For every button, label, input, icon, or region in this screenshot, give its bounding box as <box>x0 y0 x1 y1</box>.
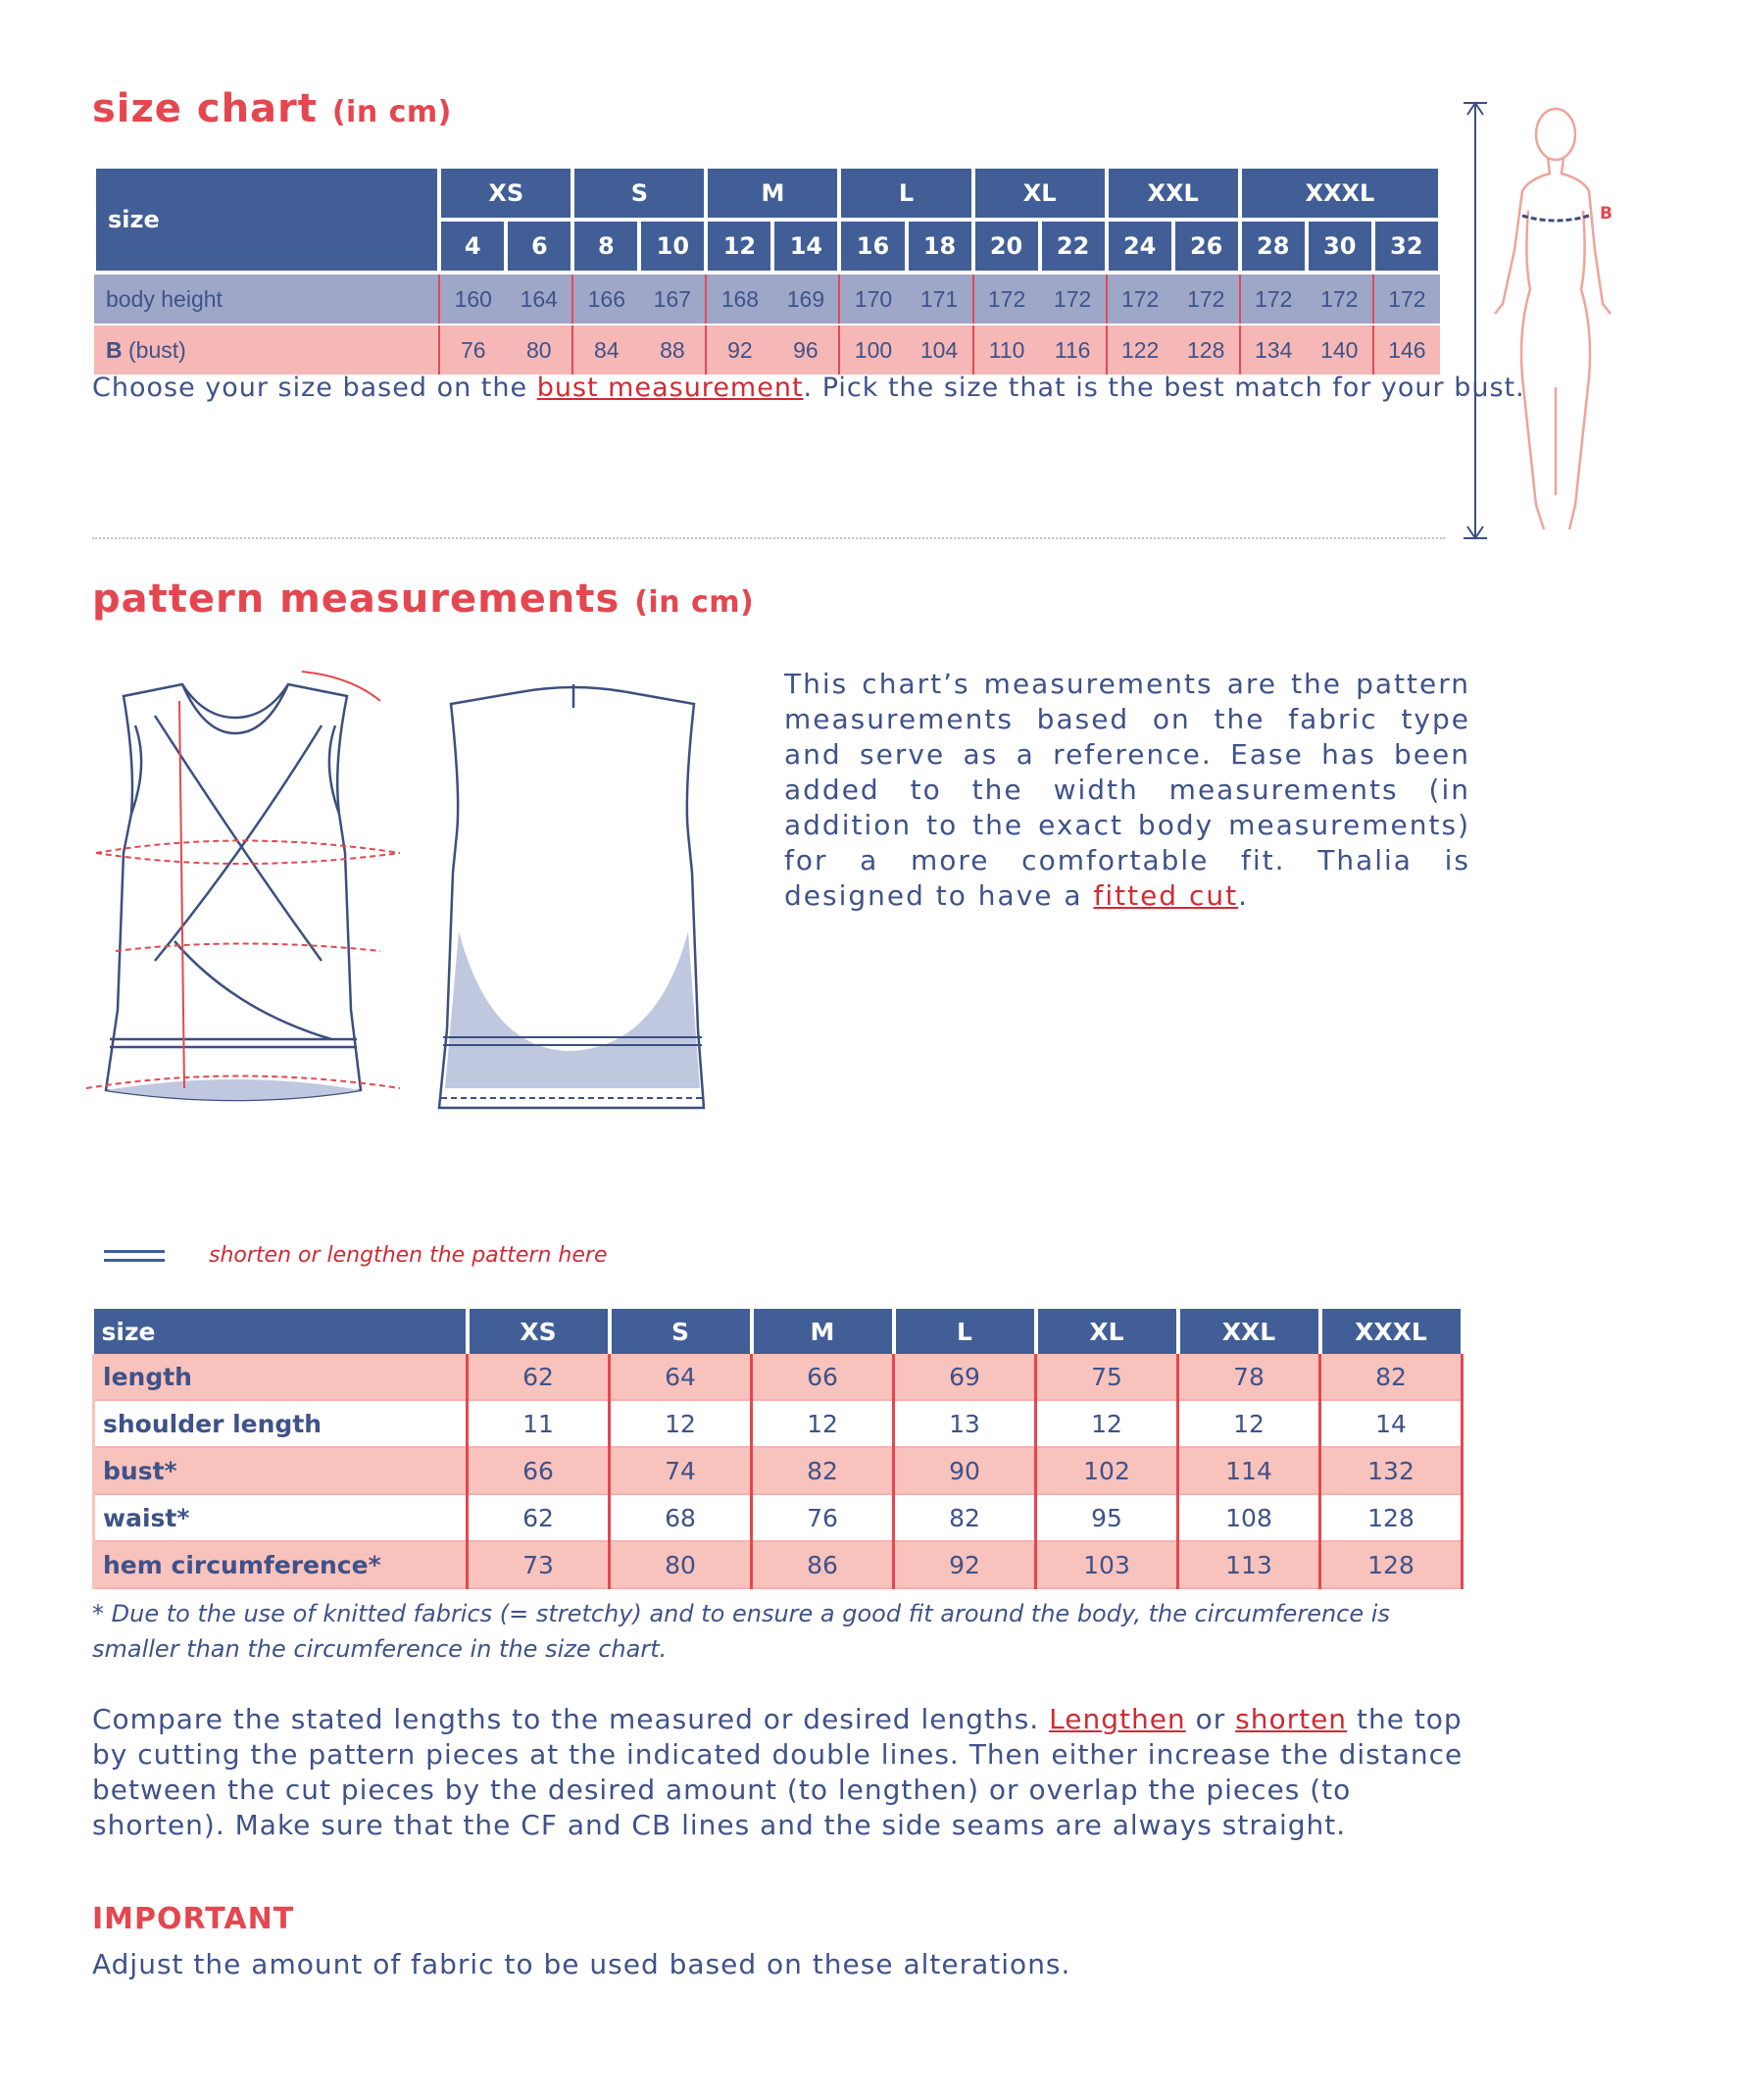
row-value: 92 <box>894 1541 1036 1588</box>
row-value: 76 <box>752 1494 894 1541</box>
woman-silhouette-icon <box>1495 109 1611 529</box>
bust-value: 128 <box>1173 325 1240 375</box>
row-value: 86 <box>752 1541 894 1588</box>
body-height-value: 172 <box>1373 273 1440 325</box>
row-value: 128 <box>1320 1541 1463 1588</box>
body-height-value: 171 <box>907 273 973 325</box>
row-value: 14 <box>1320 1400 1463 1447</box>
pattern-header-cell: XXXL <box>1320 1309 1463 1354</box>
bust-value: 134 <box>1240 325 1307 375</box>
body-height-value: 172 <box>1307 273 1373 325</box>
row-value: 113 <box>1178 1541 1320 1588</box>
size-chart-unit: (in cm) <box>331 95 452 129</box>
size-number: 6 <box>506 220 572 273</box>
bust-label <box>94 325 439 375</box>
pattern-table-footnote: * Due to the use of knitted fabrics (= stretchy) and to ensure a good fit around the body, the circumference is smaller than the circumference in the size chart. <box>92 1600 1390 1663</box>
table-row <box>94 1447 1463 1494</box>
row-value: 12 <box>610 1400 752 1447</box>
alteration-instructions <box>92 1702 1464 1843</box>
table-row <box>94 1541 1463 1588</box>
alteration-text-2: or <box>1185 1703 1236 1735</box>
row-label: length <box>94 1354 468 1400</box>
size-number: 10 <box>639 220 706 273</box>
row-value: 11 <box>468 1400 610 1447</box>
row-label: bust* <box>94 1447 468 1494</box>
body-height-value: 172 <box>1173 273 1240 325</box>
size-number: 22 <box>1040 220 1107 273</box>
pattern-measurements-table <box>92 1309 1464 1589</box>
size-number: 24 <box>1107 220 1173 273</box>
row-value: 114 <box>1178 1447 1320 1494</box>
row-value: 74 <box>610 1447 752 1494</box>
size-chart-title <box>92 86 452 131</box>
double-line-icon <box>104 1250 165 1262</box>
size-group-m: M <box>706 167 839 220</box>
bust-label-b: B <box>106 336 123 363</box>
bust-value: 104 <box>907 325 973 375</box>
size-group-s: S <box>572 167 706 220</box>
row-value: 64 <box>610 1354 752 1400</box>
row-value: 62 <box>468 1494 610 1541</box>
front-top-icon <box>106 684 361 1100</box>
row-value: 102 <box>1036 1447 1178 1494</box>
body-height-value: 169 <box>772 273 839 325</box>
row-value: 73 <box>468 1541 610 1588</box>
size-number: 26 <box>1173 220 1240 273</box>
size-number: 16 <box>839 220 906 273</box>
bust-value: 96 <box>772 325 839 375</box>
row-value: 78 <box>1178 1354 1320 1400</box>
section-divider <box>92 537 1445 539</box>
row-value: 12 <box>752 1400 894 1447</box>
body-height-value: 172 <box>973 273 1040 325</box>
body-height-value: 160 <box>439 273 506 325</box>
description-text: This chart’s measurements are the pattern measurements based on the fabric type and serve as a reference. Ease has been added to the width measurements (in addition to the exact body measurements) for a more comfortable fit. Thalia is designed to have a <box>784 668 1470 912</box>
row-value: 82 <box>752 1447 894 1494</box>
size-header-label: size <box>94 167 439 273</box>
body-figure-illustration <box>1446 93 1622 554</box>
pattern-header-cell: XXL <box>1178 1309 1320 1354</box>
size-number: 14 <box>772 220 839 273</box>
size-group-xxxl: XXXL <box>1240 167 1440 220</box>
body-height-value: 172 <box>1040 273 1107 325</box>
back-garment-illustration <box>431 676 725 1118</box>
row-value: 66 <box>752 1354 894 1400</box>
bust-value: 116 <box>1040 325 1107 375</box>
table-row <box>94 1354 1463 1400</box>
lengthen-link[interactable]: Lengthen <box>1049 1703 1186 1735</box>
bust-value: 100 <box>839 325 906 375</box>
important-text: Adjust the amount of fabric to be used based on these alterations. <box>92 1948 1071 1980</box>
bust-value: 80 <box>506 325 572 375</box>
pattern-header-cell: XL <box>1036 1309 1178 1354</box>
bust-label-rest: (bust) <box>128 336 186 363</box>
size-chart-title-text: size chart <box>92 86 318 131</box>
table-row <box>94 1494 1463 1541</box>
row-value: 108 <box>1178 1494 1320 1541</box>
pattern-header-cell: M <box>752 1309 894 1354</box>
bust-value: 146 <box>1373 325 1440 375</box>
pattern-header-cell: XS <box>468 1309 610 1354</box>
pattern-measurements-title <box>92 576 754 622</box>
size-number: 8 <box>572 220 639 273</box>
size-number: 18 <box>907 220 973 273</box>
shorten-link[interactable]: shorten <box>1235 1703 1348 1735</box>
body-height-value: 164 <box>506 273 572 325</box>
row-value: 128 <box>1320 1494 1463 1541</box>
pattern-header-cell: L <box>894 1309 1036 1354</box>
size-group-l: L <box>839 167 972 220</box>
size-group-xl: XL <box>973 167 1107 220</box>
row-value: 82 <box>1320 1354 1463 1400</box>
pattern-unit: (in cm) <box>634 585 755 620</box>
body-height-value: 167 <box>639 273 706 325</box>
height-arrow-icon <box>1464 103 1487 538</box>
row-value: 80 <box>610 1541 752 1588</box>
row-value: 66 <box>468 1447 610 1494</box>
row-value: 82 <box>894 1494 1036 1541</box>
size-number: 32 <box>1373 220 1440 273</box>
bust-value: 88 <box>639 325 706 375</box>
size-group-xxl: XXL <box>1107 167 1240 220</box>
pattern-title-text: pattern measurements <box>92 576 620 622</box>
bust-value: 122 <box>1107 325 1173 375</box>
size-number: 4 <box>439 220 506 273</box>
fitted-cut-link[interactable]: fitted cut <box>1093 879 1239 912</box>
body-height-label: body height <box>94 273 439 325</box>
row-value: 75 <box>1036 1354 1178 1400</box>
row-value: 103 <box>1036 1541 1178 1588</box>
important-heading: IMPORTANT <box>92 1902 295 1936</box>
bust-value: 92 <box>706 325 772 375</box>
bust-value: 84 <box>572 325 639 375</box>
note-text-before: Choose your size based on the <box>92 373 537 403</box>
size-number: 12 <box>706 220 772 273</box>
row-value: 69 <box>894 1354 1036 1400</box>
body-height-value: 168 <box>706 273 772 325</box>
row-value: 68 <box>610 1494 752 1541</box>
body-height-value: 166 <box>572 273 639 325</box>
figure-bust-label: B <box>1600 204 1613 224</box>
row-value: 132 <box>1320 1447 1463 1494</box>
row-value: 62 <box>468 1354 610 1400</box>
front-garment-illustration <box>76 657 420 1118</box>
bust-value: 110 <box>973 325 1040 375</box>
size-number: 20 <box>973 220 1040 273</box>
row-label: hem circumference* <box>94 1541 468 1588</box>
row-value: 95 <box>1036 1494 1178 1541</box>
description-end: . <box>1238 879 1249 912</box>
bust-value: 140 <box>1307 325 1373 375</box>
bust-value: 76 <box>439 325 506 375</box>
size-number: 28 <box>1240 220 1307 273</box>
pattern-header-cell: S <box>610 1309 752 1354</box>
pattern-header-cell: size <box>94 1309 468 1354</box>
size-group-xs: XS <box>439 167 572 220</box>
row-value: 12 <box>1178 1400 1320 1447</box>
alteration-text-1: Compare the stated lengths to the measured or desired lengths. <box>92 1703 1050 1735</box>
row-label: shoulder length <box>94 1400 468 1447</box>
alteration-text-3: the top by cutting the pattern pieces at the indicated double lines. Then either increase the distance between the cut pieces by the desired amount (to lengthen) or overlap the pieces (to shorten). Make sure that the CF and CB lines and the side seams are always straight. <box>92 1703 1464 1841</box>
body-height-value: 170 <box>839 273 906 325</box>
size-number: 30 <box>1307 220 1373 273</box>
size-chart-table <box>92 165 1442 375</box>
row-value: 12 <box>1036 1400 1178 1447</box>
body-height-value: 172 <box>1107 273 1173 325</box>
table-row <box>94 1400 1463 1447</box>
row-label: waist* <box>94 1494 468 1541</box>
bust-measurement-link[interactable]: bust measurement <box>536 373 804 403</box>
size-chart-note <box>92 373 1525 403</box>
bust-line-icon <box>1522 216 1589 221</box>
row-value: 90 <box>894 1447 1036 1494</box>
note-text-after: . Pick the size that is the best match for your bust. <box>803 373 1525 403</box>
body-height-value: 172 <box>1240 273 1307 325</box>
pattern-description <box>784 667 1470 914</box>
row-value: 13 <box>894 1400 1036 1447</box>
legend-label: shorten or lengthen the pattern here <box>209 1243 608 1268</box>
